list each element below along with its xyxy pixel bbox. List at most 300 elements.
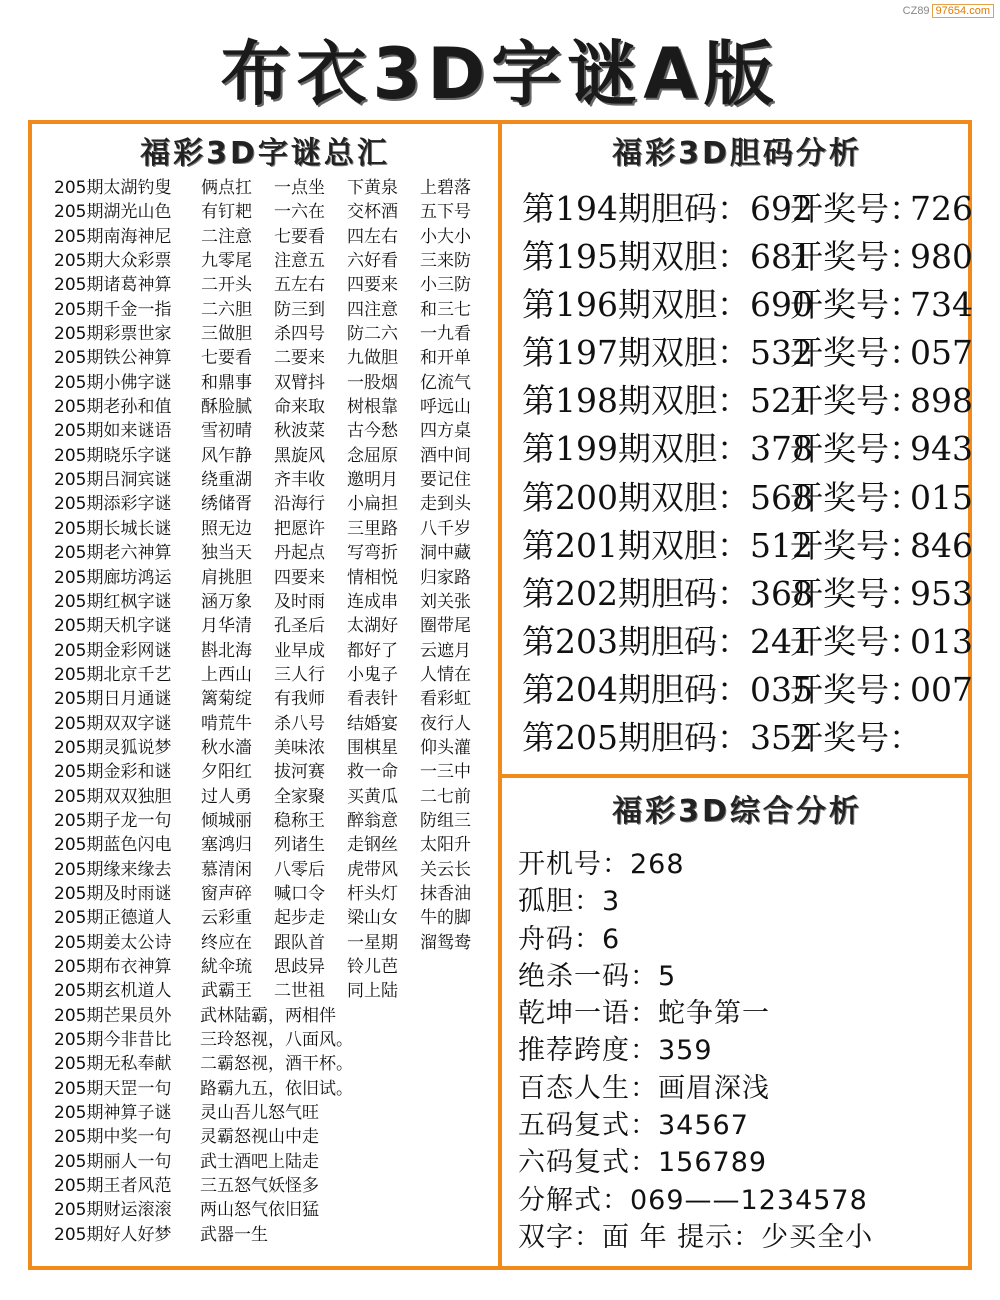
- riddle-row: [54, 687, 494, 711]
- phrase-source: 205期芒果员外: [54, 1005, 172, 1026]
- riddle-clue: 照无边: [201, 518, 252, 539]
- riddle-clue: 交杯酒: [347, 202, 398, 223]
- riddle-clue: 树根靠: [347, 397, 398, 418]
- riddle-clue: 上碧落: [420, 178, 471, 198]
- riddle-row: [54, 200, 494, 224]
- phrase-source: 205期天罡一句: [54, 1078, 172, 1099]
- riddle-row: [54, 492, 494, 516]
- phrase-row: [54, 1004, 494, 1028]
- riddle-clue: 云遮月: [420, 640, 471, 661]
- phrase-text: 三玲怒视，八面风。: [200, 1030, 353, 1051]
- watermark-prefix: CZ89: [902, 5, 930, 17]
- riddle-clue: 列诸生: [274, 835, 325, 856]
- draw-number: 013: [910, 621, 973, 661]
- riddle-section-title: 福彩3D字谜总汇: [140, 136, 390, 171]
- riddle-clue: 二开头: [201, 275, 252, 296]
- riddle-clue: 亿流气: [420, 372, 471, 393]
- riddle-clue: 围棋星: [347, 737, 398, 758]
- riddle-clue: 喊口令: [274, 883, 325, 904]
- riddle-row: [54, 249, 494, 273]
- phrase-row: [54, 1052, 494, 1076]
- riddle-clue: 四注意: [347, 299, 398, 320]
- riddle-clue: 篱菊绽: [201, 689, 252, 710]
- riddle-clue: 有我师: [274, 689, 325, 710]
- riddle-row: [54, 566, 494, 590]
- riddle-clue: 醉翁意: [347, 810, 398, 831]
- riddle-row: [54, 298, 494, 322]
- phrase-row: [54, 1028, 494, 1052]
- draw-label: 开奖号：: [790, 477, 922, 517]
- riddle-clue: 塞鸿归: [201, 835, 252, 856]
- riddle-clue: 秋水濇: [201, 737, 252, 758]
- riddle-row: [54, 419, 494, 443]
- riddle-row: [54, 955, 494, 979]
- riddle-clue: 洞中藏: [420, 543, 471, 564]
- riddle-clue: 起步走: [274, 908, 325, 929]
- riddle-clue: 邀明月: [347, 470, 398, 491]
- analysis-line: 孤胆：3: [518, 886, 621, 918]
- riddle-clue: 铃儿芭: [347, 957, 398, 977]
- riddle-clue: 酒中间: [420, 445, 471, 466]
- riddle-source: 205期添彩字谜: [54, 494, 172, 515]
- riddle-clue: 注意五: [274, 251, 325, 272]
- riddle-clue: 窗声碎: [201, 883, 252, 904]
- riddle-clue: 古今愁: [347, 421, 398, 442]
- phrase-row: [54, 1223, 494, 1247]
- riddle-row: [54, 322, 494, 346]
- riddle-clue: 四要来: [274, 567, 325, 588]
- dan-row: [522, 234, 973, 282]
- riddle-clue: 啃荒牛: [201, 713, 252, 734]
- riddle-clue: 一九看: [420, 324, 471, 345]
- phrase-source: 205期今非昔比: [54, 1030, 172, 1051]
- riddle-clue: 小三防: [420, 275, 471, 296]
- riddle-clue: 八千岁: [420, 518, 471, 539]
- dan-period: 第204期胆码：035: [522, 669, 813, 709]
- riddle-source: 205期南海神尼: [54, 226, 172, 247]
- draw-number: 898: [910, 381, 973, 421]
- riddle-source: 205期如来谜语: [54, 421, 172, 442]
- dan-row: [522, 282, 973, 330]
- analysis-line: 开机号：268: [518, 849, 685, 880]
- riddle-row: [54, 979, 494, 1003]
- riddle-row: [54, 273, 494, 297]
- riddle-clue: 上西山: [201, 664, 252, 685]
- draw-label: 开奖号：: [790, 381, 922, 421]
- riddle-source: 205期小佛字谜: [54, 372, 172, 393]
- draw-label: 开奖号：: [790, 669, 922, 709]
- riddle-source: 205期北京千艺: [54, 664, 172, 685]
- phrase-text: 灵山吾儿怒气旺: [200, 1103, 319, 1124]
- riddle-clue: 紌伞琉: [201, 957, 252, 977]
- riddle-clue: 七要看: [274, 226, 325, 247]
- draw-label: 开奖号：: [790, 525, 922, 565]
- riddle-source: 205期老六神算: [54, 543, 172, 564]
- phrase-source: 205期财运滚滚: [54, 1200, 172, 1221]
- riddle-clue: 看表针: [347, 689, 398, 710]
- phrase-source: 205期王者风范: [54, 1176, 172, 1197]
- analysis-line: 推荐跨度：359: [518, 1035, 713, 1067]
- riddle-clue: 小大小: [420, 226, 471, 247]
- riddle-clue: 溜鸳鸯: [420, 932, 471, 953]
- riddle-clue: 风乍静: [201, 445, 252, 466]
- riddle-clue: 三来防: [420, 251, 471, 272]
- riddle-source: 205期廊坊鸿运: [54, 567, 172, 588]
- riddle-clue: 八零后: [274, 859, 325, 880]
- riddle-clue: 有钉耙: [201, 202, 252, 223]
- riddle-clue: [420, 979, 490, 1003]
- phrase-text: 武器一生: [200, 1224, 268, 1245]
- dan-row: [522, 426, 973, 474]
- riddle-clue: 丹起点: [274, 543, 325, 564]
- riddle-clue: 杆头灯: [347, 883, 398, 904]
- riddle-clue: 防三到: [274, 299, 325, 320]
- riddle-clue: 太湖好: [347, 616, 398, 637]
- riddle-source: 205期双双独胆: [54, 786, 172, 807]
- riddle-clue: 和鼎事: [201, 372, 252, 393]
- phrase-source: 205期好人好梦: [54, 1224, 172, 1245]
- riddle-source: 205期蓝色闪电: [54, 835, 172, 856]
- riddle-clue: 沿海行: [274, 494, 325, 515]
- riddle-source: 205期铁公神算: [54, 348, 172, 369]
- riddle-clue: 酥脸腻: [201, 397, 252, 418]
- draw-label: 开奖号：: [790, 429, 922, 469]
- riddle-clue: 黑旋风: [274, 445, 325, 466]
- page-title: 布衣3D字谜A版: [220, 33, 780, 115]
- phrase-text: 武士酒吧上陆走: [200, 1151, 319, 1172]
- riddle-row: [54, 882, 494, 906]
- riddle-clue: 关云长: [420, 859, 471, 880]
- riddle-clue: 走钢丝: [347, 835, 398, 856]
- riddle-source: 205期长城长谜: [54, 518, 172, 539]
- riddle-clue: 防二六: [347, 324, 398, 345]
- riddle-clue: 全家聚: [274, 786, 325, 807]
- riddle-source: 205期金彩和谜: [54, 762, 172, 783]
- riddle-clue: 五下号: [420, 202, 471, 223]
- dan-row: [522, 378, 973, 426]
- riddle-clue: 买黄瓜: [347, 786, 398, 807]
- riddle-source: 205期湖光山色: [54, 202, 172, 223]
- riddle-row: [54, 590, 494, 614]
- riddle-clue: 四左右: [347, 226, 398, 247]
- riddle-clue: 跟队首: [274, 932, 325, 953]
- riddle-clue: 情相悦: [347, 567, 398, 588]
- riddle-clue: 救一命: [347, 762, 398, 783]
- riddle-clue: 七要看: [201, 348, 252, 369]
- riddle-clue: 雪初晴: [201, 421, 252, 442]
- riddle-clue: 云彩重: [201, 908, 252, 929]
- dan-period: 第201期双胆：512: [522, 525, 813, 565]
- riddle-clue: 梁山女: [347, 908, 398, 929]
- riddle-source: 205期天机字谜: [54, 616, 172, 637]
- analysis-line: 六码复式：156789: [518, 1147, 768, 1179]
- riddle-source: 205期灵狐说梦: [54, 737, 172, 758]
- phrase-text: 两山怒气依旧猛: [200, 1200, 319, 1221]
- riddle-clue: 双臂抖: [274, 372, 325, 393]
- zong-section-title: 福彩3D综合分析: [612, 794, 862, 829]
- watermark-site[interactable]: 97654.com: [932, 4, 994, 18]
- riddle-source: 205期日月通谜: [54, 689, 172, 710]
- riddle-clue: 终应在: [201, 932, 252, 953]
- draw-label: 开奖号：: [790, 285, 922, 325]
- riddle-clue: 要记住: [420, 470, 471, 491]
- draw-number: 726: [910, 189, 973, 228]
- riddle-source: 205期姜太公诗: [54, 932, 172, 953]
- riddle-row: [54, 225, 494, 249]
- riddle-row: [54, 468, 494, 492]
- phrase-text: 二霸怒视，酒干杯。: [200, 1054, 353, 1075]
- vertical-divider: [498, 120, 502, 1270]
- analysis-line: 百态人生：画眉深浅: [518, 1072, 770, 1104]
- analysis-line: 双字：面 年 提示：少买全小: [518, 1221, 874, 1253]
- riddle-clue: 二六胆: [201, 299, 252, 320]
- riddle-clue: 月华清: [201, 616, 252, 637]
- dan-period: 第205期胆码：352: [522, 718, 813, 758]
- riddle-clue: 圈带尾: [420, 616, 471, 637]
- riddle-clue: 美味浓: [274, 737, 325, 758]
- riddle-row: [54, 639, 494, 663]
- riddle-source: 205期老孙和值: [54, 397, 172, 418]
- riddle-clue: 独当天: [201, 543, 252, 564]
- dan-row: [522, 330, 973, 378]
- draw-number: 846: [910, 525, 973, 565]
- riddle-clue: 看彩虹: [420, 689, 471, 710]
- riddle-clue: 三人行: [274, 664, 325, 685]
- riddle-clue: 三里路: [347, 518, 398, 539]
- riddle-clue: 二七前: [420, 786, 471, 807]
- phrase-source: 205期丽人一句: [54, 1151, 172, 1172]
- draw-label: 开奖号：: [790, 189, 922, 228]
- riddle-clue: 四方桌: [420, 421, 471, 442]
- draw-label: 开奖号：: [790, 621, 922, 661]
- riddle-row: [54, 541, 494, 565]
- riddle-row: [54, 858, 494, 882]
- draw-number: 007: [910, 669, 973, 709]
- riddle-clue: 虎带风: [347, 859, 398, 880]
- phrase-row: [54, 1077, 494, 1101]
- riddle-clue: 同上陆: [347, 981, 398, 1002]
- riddle-clue: 倾城丽: [201, 810, 252, 831]
- dan-row: [522, 715, 962, 763]
- analysis-line: 绝杀一码：5: [518, 960, 677, 992]
- riddle-row: [54, 906, 494, 930]
- riddle-clue: 斟北海: [201, 640, 252, 661]
- riddle-clue: 写弯折: [347, 543, 398, 564]
- phrase-row: [54, 1101, 494, 1125]
- riddle-clue: 九做胆: [347, 348, 398, 369]
- riddle-clue: 过人勇: [201, 786, 252, 807]
- riddle-clue: 仰头灌: [420, 737, 471, 758]
- riddle-source: 205期正德道人: [54, 908, 172, 929]
- riddle-clue: 二世祖: [274, 981, 325, 1002]
- riddle-clue: 归家路: [420, 567, 471, 588]
- riddle-clue: 涵万象: [201, 591, 252, 612]
- riddle-row: [54, 760, 494, 784]
- riddle-clue: 一点坐: [274, 178, 325, 198]
- riddle-clue: 五左右: [274, 275, 325, 296]
- dan-period: 第199期双胆：378: [522, 429, 813, 469]
- riddle-clue: 小鬼子: [347, 664, 398, 685]
- riddle-clue: 武霸王: [201, 981, 252, 1002]
- riddle-clue: 绣储胥: [201, 494, 252, 515]
- riddle-clue: 走到头: [420, 494, 471, 515]
- draw-label: 开奖号：: [790, 333, 922, 373]
- dan-row: [522, 667, 973, 715]
- dan-period: 第197期双胆：532: [522, 333, 813, 373]
- riddle-clue: 思歧异: [274, 957, 325, 977]
- riddle-clue: 夜行人: [420, 713, 471, 734]
- draw-number: 943: [910, 429, 973, 469]
- phrase-row: [54, 1150, 494, 1174]
- riddle-clue: 慕清闲: [201, 859, 252, 880]
- riddle-source: 205期彩票世家: [54, 324, 172, 345]
- riddle-clue: 夕阳红: [201, 762, 252, 783]
- riddle-clue: 六好看: [347, 251, 398, 272]
- riddle-clue: 秋波菜: [274, 421, 325, 442]
- riddle-clue: 下黄泉: [347, 178, 398, 198]
- riddle-source: 205期子龙一句: [54, 810, 172, 831]
- analysis-line: 舟码：6: [518, 923, 621, 955]
- riddle-clue: 及时雨: [274, 591, 325, 612]
- riddle-list: [54, 176, 494, 1247]
- riddle-source: 205期及时雨谜: [54, 883, 172, 904]
- riddle-row: [54, 614, 494, 638]
- riddle-row: [54, 395, 494, 419]
- riddle-clue: 稳称王: [274, 810, 325, 831]
- riddle-clue: 肩挑胆: [201, 567, 252, 588]
- riddle-clue: 牛的脚: [420, 908, 471, 929]
- riddle-source: 205期太湖钓叟: [54, 178, 172, 198]
- riddle-clue: 拔河赛: [274, 762, 325, 783]
- riddle-row: [54, 809, 494, 833]
- phrase-text: 武林陆霸，两相伴: [200, 1005, 336, 1026]
- riddle-source: 205期诸葛神算: [54, 275, 172, 296]
- draw-number: [910, 715, 962, 763]
- phrase-text: 三五怒气妖怪多: [200, 1176, 319, 1197]
- riddle-clue: 业早成: [274, 640, 325, 661]
- riddle-source: 205期晓乐字谜: [54, 445, 172, 466]
- phrase-row: [54, 1174, 494, 1198]
- phrase-row: [54, 1198, 494, 1222]
- riddle-row: [54, 176, 494, 200]
- riddle-clue: 二注意: [201, 226, 252, 247]
- draw-label: 开奖号：: [790, 573, 922, 613]
- dan-row: [522, 475, 973, 523]
- riddle-clue: 连成串: [347, 591, 398, 612]
- dan-period: 第200期双胆：568: [522, 477, 813, 517]
- riddle-clue: 把愿许: [274, 518, 325, 539]
- riddle-clue: 抹香油: [420, 883, 471, 904]
- dan-period: 第202期胆码：368: [522, 573, 813, 613]
- draw-number: 734: [910, 285, 973, 325]
- riddle-clue: 防组三: [420, 810, 471, 831]
- dan-period: 第195期双胆：681: [522, 237, 813, 277]
- riddle-clue: 杀八号: [274, 713, 325, 734]
- riddle-row: [54, 371, 494, 395]
- riddle-clue: 二要来: [274, 348, 325, 369]
- dan-list: [522, 186, 973, 763]
- horizontal-divider: [498, 774, 972, 778]
- analysis-line: 乾坤一语：蛇争第一: [518, 998, 770, 1030]
- riddle-clue: 都好了: [347, 640, 398, 661]
- draw-number: 980: [910, 237, 973, 277]
- riddle-clue: 一股烟: [347, 372, 398, 393]
- dan-period: 第203期胆码：241: [522, 621, 813, 661]
- riddle-row: [54, 663, 494, 687]
- riddle-clue: 和开单: [420, 348, 471, 369]
- phrase-source: 205期无私奉献: [54, 1054, 172, 1075]
- riddle-clue: 杀四号: [274, 324, 325, 345]
- analysis-line: 分解式：069——1234578: [518, 1184, 868, 1216]
- phrase-text: 路霸九五，依旧试。: [200, 1078, 353, 1099]
- riddle-source: 205期大众彩票: [54, 251, 172, 272]
- phrase-text: 灵霸怒视山中走: [200, 1127, 319, 1148]
- dan-period: 第194期胆码：692: [522, 189, 813, 228]
- dan-row: [522, 186, 973, 234]
- analysis-line: 五码复式：34567: [518, 1110, 749, 1142]
- dan-period: 第196期双胆：690: [522, 285, 813, 325]
- phrase-source: 205期中奖一句: [54, 1127, 172, 1148]
- riddle-clue: 孔圣后: [274, 616, 325, 637]
- dan-section-title: 福彩3D胆码分析: [612, 136, 862, 171]
- draw-number: 953: [910, 573, 973, 613]
- riddle-clue: 一星期: [347, 932, 398, 953]
- riddle-row: [54, 517, 494, 541]
- watermark: [903, 4, 994, 18]
- riddle-clue: 太阳升: [420, 835, 471, 856]
- zong-list: [518, 846, 968, 1256]
- riddle-source: 205期吕洞宾谜: [54, 470, 172, 491]
- riddle-row: [54, 931, 494, 955]
- dan-row: [522, 523, 973, 571]
- draw-number: 015: [910, 477, 973, 517]
- riddle-clue: 和三七: [420, 299, 471, 320]
- riddle-row: [54, 833, 494, 857]
- riddle-source: 205期红枫字谜: [54, 591, 172, 612]
- riddle-source: 205期缘来缘去: [54, 859, 172, 880]
- riddle-clue: 俩点扛: [201, 178, 252, 198]
- riddle-clue: 四要来: [347, 275, 398, 296]
- riddle-clue: 呼远山: [420, 397, 471, 418]
- dan-row: [522, 619, 973, 667]
- riddle-clue: 念屈原: [347, 445, 398, 466]
- draw-number: 057: [910, 333, 973, 373]
- riddle-row: [54, 444, 494, 468]
- riddle-clue: 一六在: [274, 202, 325, 223]
- riddle-row: [54, 712, 494, 736]
- riddle-source: 205期千金一指: [54, 299, 172, 320]
- riddle-clue: 齐丰收: [274, 470, 325, 491]
- riddle-row: [54, 736, 494, 760]
- riddle-source: 205期玄机道人: [54, 981, 172, 1002]
- phrase-source: 205期神算子谜: [54, 1103, 172, 1124]
- riddle-clue: 三做胆: [201, 324, 252, 345]
- riddle-source: 205期布衣神算: [54, 957, 172, 977]
- riddle-source: 205期金彩网谜: [54, 640, 172, 661]
- riddle-clue: 小扁担: [347, 494, 398, 515]
- draw-label: 开奖号：: [790, 237, 922, 277]
- riddle-clue: 刘关张: [420, 591, 471, 612]
- riddle-row: [54, 346, 494, 370]
- riddle-clue: 九零尾: [201, 251, 252, 272]
- riddle-clue: 人情在: [420, 664, 471, 685]
- riddle-clue: 一三中: [420, 762, 471, 783]
- riddle-clue: 绕重湖: [201, 470, 252, 491]
- riddle-row: [54, 785, 494, 809]
- draw-label: 开奖号：: [790, 718, 922, 758]
- dan-row: [522, 571, 973, 619]
- riddle-source: 205期双双字谜: [54, 713, 172, 734]
